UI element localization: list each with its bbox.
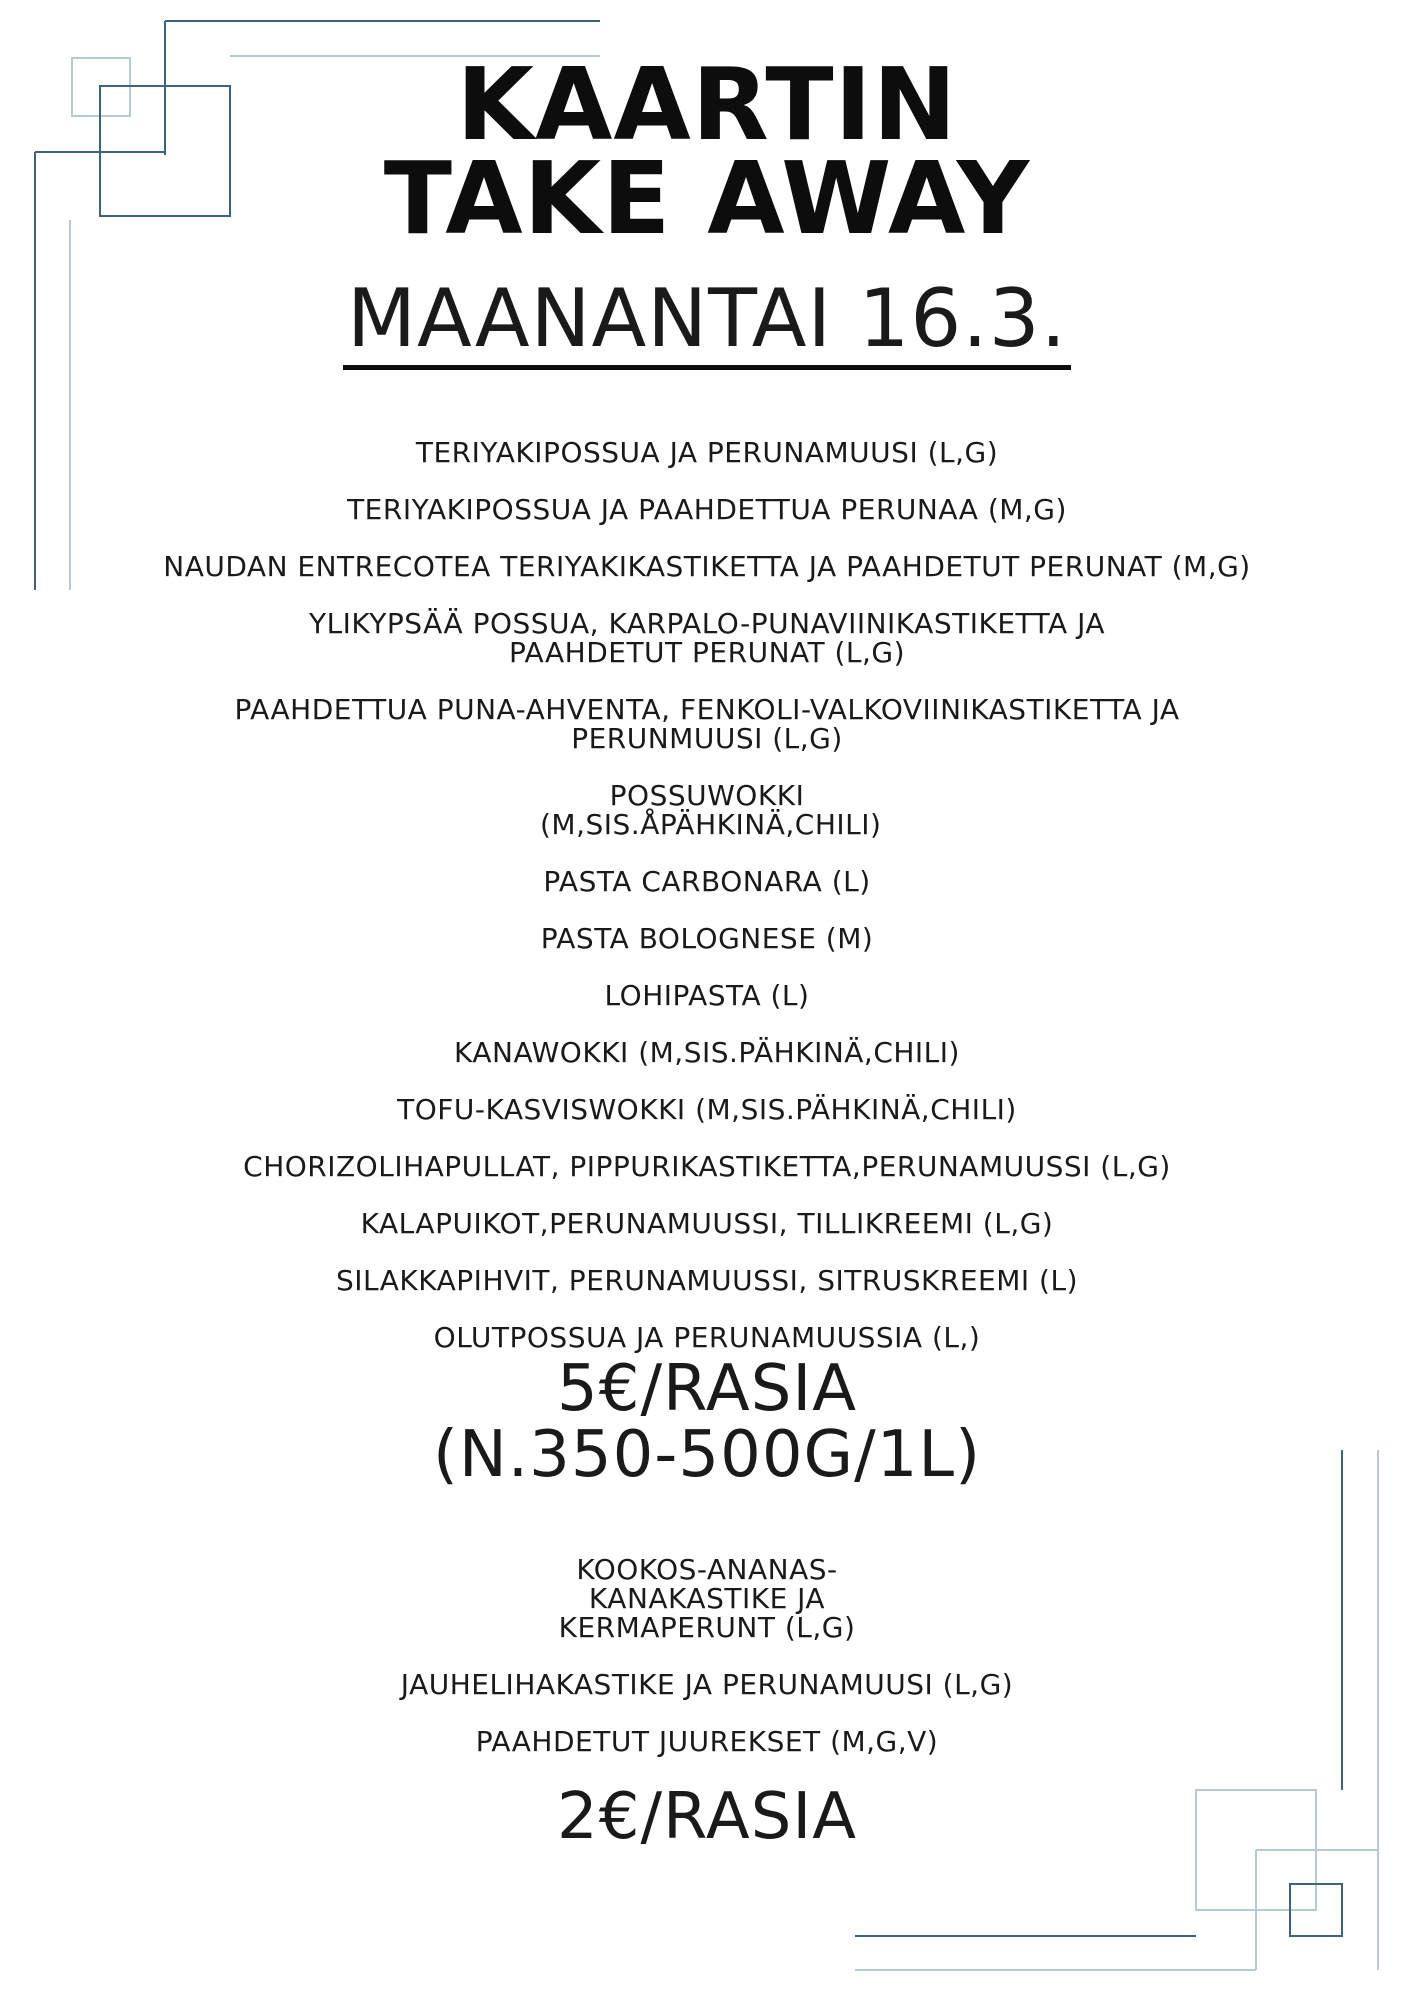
menu-item: SILAKKAPIHVIT, PERUNAMUUSSI, SITRUSKREEMI (L) <box>335 1264 1079 1297</box>
menu-item: LOHIPASTA (L) <box>604 979 810 1012</box>
price-5e-note: (N.350-500G/1L) <box>432 1418 982 1492</box>
menu-item: KANAWOKKI (M,SIS.PÄHKINÄ,CHILI) <box>454 1036 960 1069</box>
menu-item: YLIKYPSÄÄ POSSUA, KARPALO-PUNAVIINIKASTIKETTA JA PAAHDETUT PERUNAT (L,G) <box>308 607 1106 669</box>
date-heading-wrap <box>0 272 1414 370</box>
price-5e: 5€/RASIA <box>557 1352 857 1426</box>
menu-item: CHORIZOLIHAPULLAT, PIPPURIKASTIKETTA,PERUNAMUUSSI (L,G) <box>243 1150 1171 1183</box>
menu-item: TERIYAKIPOSSUA JA PAAHDETTUA PERUNAA (M,G) <box>347 493 1067 526</box>
menu-item: KALAPUIKOT,PERUNAMUUSSI, TILLIKREEMI (L,G) <box>360 1207 1054 1240</box>
menu-2e-list <box>160 1553 1254 1854</box>
menu-item: PASTA BOLOGNESE (M) <box>540 922 874 955</box>
menu-item: KOOKOS-ANANAS-KANAKASTIKE JA KERMAPERUNT (L,G) <box>558 1553 856 1644</box>
title-line-1: KAARTIN <box>456 46 958 163</box>
menu-item: POSSUWOKKI (M,SIS.ÅPÄHKINÄ,CHILI) <box>540 779 882 841</box>
menu-item: PASTA CARBONARA (L) <box>543 865 871 898</box>
menu-5e-list <box>160 436 1254 1492</box>
price-2e: 2€/RASIA <box>557 1780 857 1854</box>
menu-item: PAAHDETUT JUUREKSET (M,G,V) <box>475 1725 939 1758</box>
date-heading: MAANANTAI 16.3. <box>343 275 1071 370</box>
title-line-2: TAKE AWAY <box>383 140 1031 257</box>
menu-item: JAUHELIHAKASTIKE JA PERUNAMUUSI (L,G) <box>400 1668 1014 1701</box>
menu-item: TERIYAKIPOSSUA JA PERUNAMUUSI (L,G) <box>415 436 999 469</box>
menu-item: PAAHDETTUA PUNA-AHVENTA, FENKOLI-VALKOVIINIKASTIKETTA JA PERUNMUUSI (L,G) <box>234 693 1180 755</box>
menu-item: OLUTPOSSUA JA PERUNAMUUSSIA (L,) <box>433 1321 981 1354</box>
menu-item: NAUDAN ENTRECOTEA TERIYAKIKASTIKETTA JA PAAHDETUT PERUNAT (M,G) <box>163 550 1251 583</box>
menu-item: TOFU-KASVISWOKKI (M,SIS.PÄHKINÄ,CHILI) <box>397 1093 1017 1126</box>
